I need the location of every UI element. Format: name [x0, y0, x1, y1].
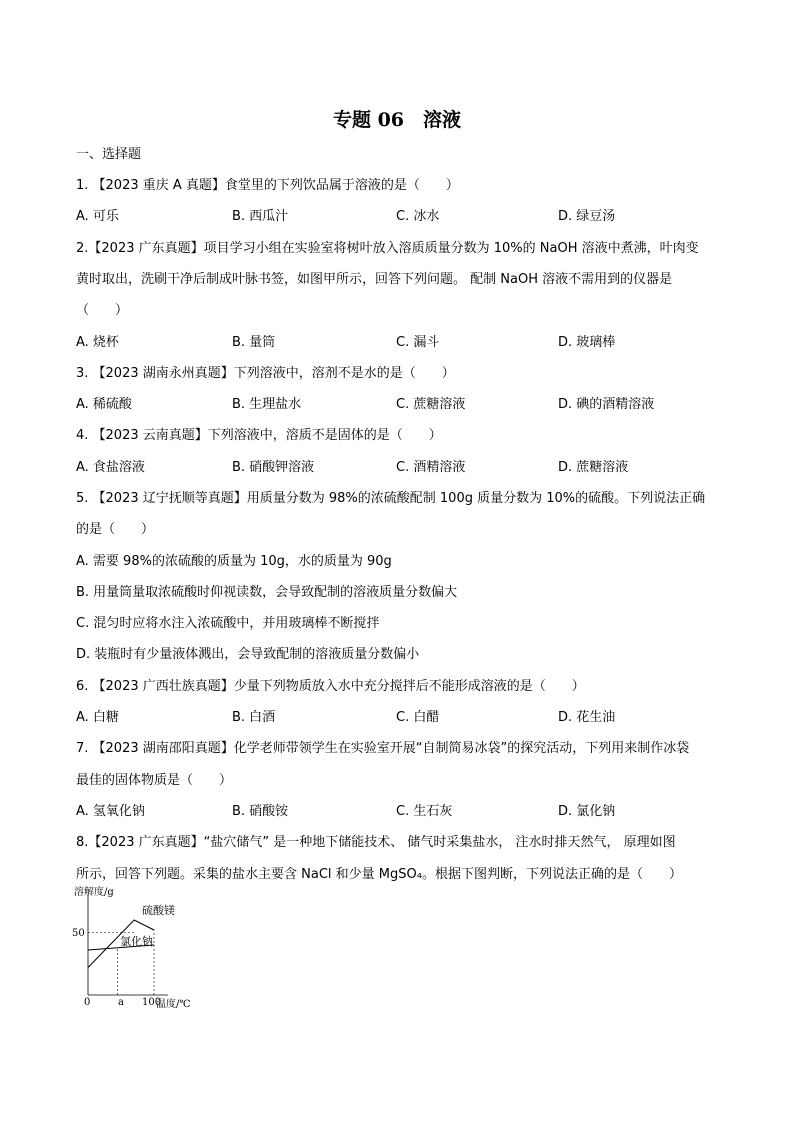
section-heading: 一、选择题: [76, 147, 142, 162]
question-stem: 5. 【2023 辽宁抚顺等真题】用质量分数为 98%的浓硫酸配制 100g 质量分数为 10%的硫酸。下列说法正确: [76, 491, 706, 506]
question-line: D. 装瓶时有少量液体溅出，会导致配制的溶液质量分数偏小: [76, 647, 420, 662]
y-axis-label: 溶解度/g: [74, 887, 114, 898]
option-b[interactable]: B. 硝酸钾溶液: [232, 460, 315, 475]
option-a[interactable]: A. 白糖: [76, 710, 119, 725]
question-line: 所示，回答下列题。采集的盐水主要含 NaCl 和少量 MgSO₄。根据下图判断，下列说法正确的是（ ）: [76, 867, 682, 882]
question-stem: 4. 【2023 云南真题】下列溶液中，溶质不是固体的是（ ）: [76, 428, 442, 443]
option-a[interactable]: A. 稀硫酸: [76, 397, 132, 412]
option-c[interactable]: C. 蔗糖溶液: [396, 397, 466, 412]
x-tick-100: 100: [142, 997, 162, 1008]
option-a[interactable]: A. 食盐溶液: [76, 460, 145, 475]
option-b[interactable]: B. 量筒: [232, 335, 276, 350]
option-b[interactable]: B. 硝酸铵: [232, 804, 289, 819]
question-line: 的是（ ）: [76, 522, 155, 537]
option-a[interactable]: A. 烧杯: [76, 335, 119, 350]
series-label-nacl: 氯化钠: [120, 935, 153, 948]
question-stem: 1. 【2023 重庆 A 真题】食堂里的下列饮品属于溶液的是（ ）: [76, 178, 459, 193]
y-tick-50: 50: [72, 928, 85, 939]
x-axis-label: 温度/℃: [156, 999, 191, 1008]
series-label-mgso4: 硫酸镁: [142, 904, 175, 917]
question-line: （ ）: [76, 303, 129, 318]
option-b[interactable]: B. 生理盐水: [232, 397, 302, 412]
solubility-chart: [72, 883, 212, 1008]
option-a[interactable]: A. 氢氧化钠: [76, 804, 145, 819]
question-line: 最佳的固体物质是（ ）: [76, 773, 233, 788]
option-d[interactable]: D. 碘的酒精溶液: [558, 397, 655, 412]
option-c[interactable]: C. 冰水: [396, 209, 440, 224]
question-line: A. 需要 98%的浓硫酸的质量为 10g，水的质量为 90g: [76, 554, 392, 569]
option-d[interactable]: D. 花生油: [558, 710, 616, 725]
question-stem: 2.【2023 广东真题】项目学习小组在实验室将树叶放入溶质质量分数为 10%的 NaOH 溶液中煮沸，叶肉变: [76, 241, 699, 256]
option-d[interactable]: D. 玻璃棒: [558, 335, 616, 350]
option-a[interactable]: A. 可乐: [76, 209, 119, 224]
page-title: 专题 06 溶液: [332, 109, 462, 131]
question-stem: 8.【2023 广东真题】“盐穴储气” 是一种地下储能技术、 储气时采集盐水， 注水时排天然气， 原理如图: [76, 835, 676, 850]
question-line: B. 用量筒量取浓硫酸时仰视读数，会导致配制的溶液质量分数偏大: [76, 585, 458, 600]
x-tick-0: 0: [84, 997, 91, 1008]
option-b[interactable]: B. 白酒: [232, 710, 276, 725]
question-stem: 3. 【2023 湖南永州真题】下列溶液中，溶剂不是水的是（ ）: [76, 366, 455, 381]
option-c[interactable]: C. 白醋: [396, 710, 440, 725]
x-tick-a: a: [118, 997, 124, 1008]
option-c[interactable]: C. 漏斗: [396, 335, 440, 350]
option-c[interactable]: C. 生石灰: [396, 804, 453, 819]
option-c[interactable]: C. 酒精溶液: [396, 460, 466, 475]
option-d[interactable]: D. 绿豆汤: [558, 209, 616, 224]
option-b[interactable]: B. 西瓜汁: [232, 209, 289, 224]
question-stem: 7. 【2023 湖南邵阳真题】化学老师带领学生在实验室开展“自制简易冰袋”的探究活动，下列用来制作冰袋: [76, 741, 690, 756]
question-stem: 6. 【2023 广西壮族真题】少量下列物质放入水中充分搅拌后不能形成溶液的是（ ）: [76, 679, 585, 694]
option-d[interactable]: D. 蔗糖溶液: [558, 460, 629, 475]
option-d[interactable]: D. 氯化钠: [558, 804, 616, 819]
question-line: 黄时取出，洗刷干净后制成叶脉书签，如图甲所示，回答下列问题。 配制 NaOH 溶液不需用到的仪器是: [76, 272, 673, 287]
question-line: C. 混匀时应将水注入浓硫酸中，并用玻璃棒不断搅拌: [76, 616, 380, 631]
